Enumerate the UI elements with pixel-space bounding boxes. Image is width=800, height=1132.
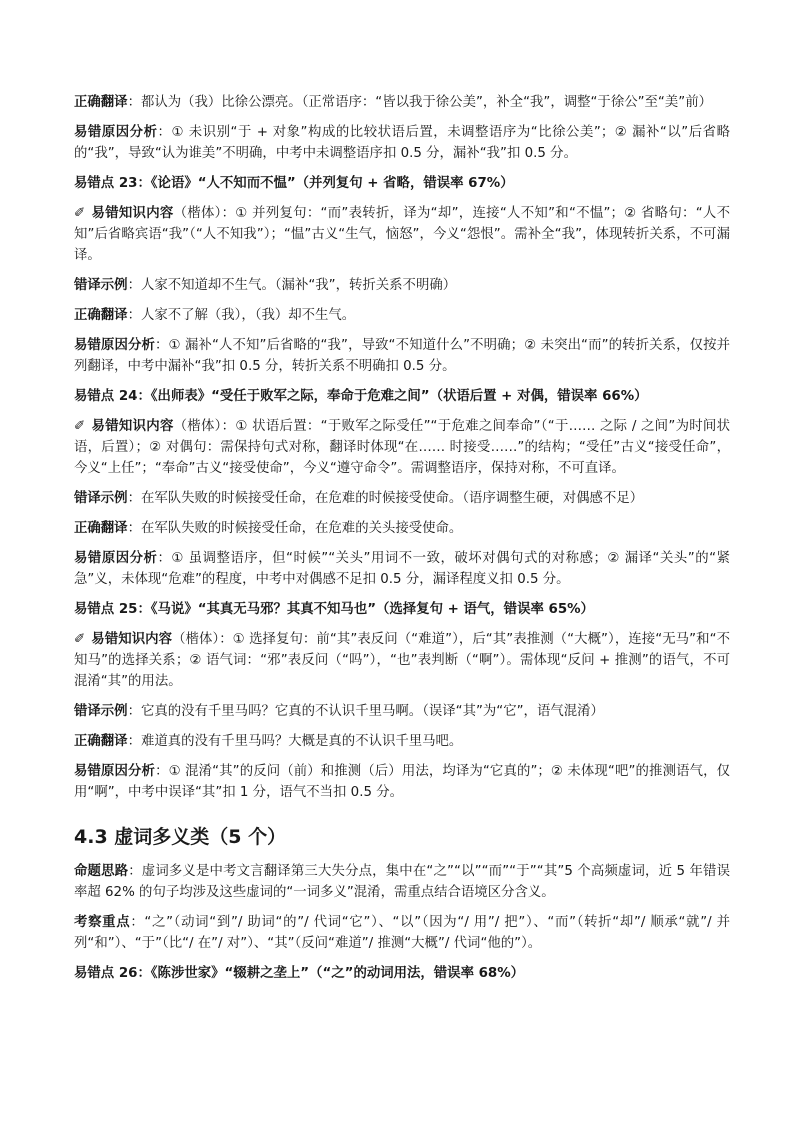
error-point-25-title: 易错点 25：《马说》“其真无马邪？其真不知马也”（选择复句 + 语气，错误率 65%）	[74, 602, 594, 617]
correct-translation-paragraph	[74, 731, 730, 752]
design-idea-paragraph	[74, 861, 730, 903]
paragraph-text: （楷体）：① 状语后置：“于败军之际受任”“于危难之间奉命”（“于…… 之际 / 之间”为时间状语，后置）；② 对偶句：需保持句式对称，翻译时体现“在…… 时接受……”的结构；“受任”古义“接受任命”，今义“上任”；“奉命”古义“接受使命”，今义“遵守命令”。需调整语序，保持对称，不可直译。	[74, 419, 731, 476]
paragraph-label: 正确翻译	[74, 734, 128, 749]
error-analysis-paragraph	[74, 335, 730, 377]
wrong-translation-paragraph	[74, 275, 730, 296]
paragraph-text: ：难道真的没有千里马吗？大概是真的不认识千里马吧。	[127, 734, 463, 749]
pencil-icon: ✐	[74, 419, 86, 434]
wrong-translation-paragraph	[74, 488, 730, 509]
paragraph-label: 考察重点	[74, 915, 131, 930]
paragraph-label: 易错知识内容	[91, 206, 174, 221]
paragraph-label: 命题思路	[74, 864, 129, 879]
paragraph-label: 错译示例	[74, 278, 128, 293]
paragraph-label: 易错原因分析	[74, 551, 158, 566]
paragraph-label: 错译示例	[74, 491, 128, 506]
focus-points-paragraph	[74, 912, 730, 954]
paragraph-label: 易错知识内容	[91, 632, 173, 647]
paragraph-label: 易错原因分析	[74, 125, 158, 140]
knowledge-content-paragraph	[74, 416, 730, 479]
paragraph-text: ：人家不知道却不生气。（漏补“我”，转折关系不明确）	[127, 278, 457, 293]
paragraph-label: 正确翻译	[74, 95, 128, 110]
paragraph-label: 错译示例	[74, 704, 128, 719]
knowledge-content-paragraph	[74, 203, 730, 266]
paragraph-label: 易错知识内容	[91, 419, 174, 434]
paragraph-text: ：“之”（动词“到”/ 助词“的”/ 代词“它”）、“以”（因为“/ 用”/ 把”）、“而”（转折“却”/ 顺承“就”/ 并列“和”）、“于”（比“/ 在”/ 对”）、“其”（反问“难道”/ 推测“大概”/ 代词“他的”）。	[74, 915, 730, 951]
correct-translation-paragraph	[74, 518, 730, 539]
section-4-3-heading: 4.3 虚词多义类（5 个）	[74, 826, 287, 848]
paragraph-text: ：人家不了解（我），（我）却不生气。	[127, 308, 356, 323]
paragraph-label: 正确翻译	[74, 308, 128, 323]
wrong-translation-paragraph	[74, 701, 730, 722]
error-point-24-title: 易错点 24：《出师表》“受任于败军之际，奉命于危难之间”（状语后置 + 对偶，错误率 66%）	[74, 389, 648, 404]
paragraph-label: 正确翻译	[74, 521, 128, 536]
paragraph-label: 易错原因分析	[74, 338, 155, 353]
correct-translation-paragraph	[74, 92, 730, 113]
paragraph-text: （楷体）：① 选择复句：前“其”表反问（“难道”），后“其”表推测（“大概”），连接“无马”和“不知马”的选择关系；② 语气词：“邪”表反问（“吗”），“也”表判断（“啊”）。需体现“反问 + 推测”的语气，不可混淆“其”的用法。	[74, 632, 731, 689]
error-point-23-title: 易错点 23：《论语》“人不知而不愠”（并列复句 + 省略，错误率 67%）	[74, 176, 514, 191]
error-analysis-paragraph	[74, 761, 730, 803]
error-analysis-paragraph	[74, 122, 730, 164]
pencil-icon: ✐	[74, 206, 86, 221]
paragraph-text: ：都认为（我）比徐公漂亮。（正常语序：“皆以我于徐公美”，补全“我”，调整“于徐公”至“美”前）	[127, 95, 712, 110]
knowledge-content-paragraph	[74, 629, 730, 692]
paragraph-text: （楷体）：① 并列复句：“而”表转折，译为“却”，连接“人不知”和“不愠”；② 省略句：“人不知”后省略宾语“我”（“人不知我”）；“愠”古义“生气，恼怒”，今义“怨恨”。需补全“我”，体现转折关系，不可漏译。	[74, 206, 731, 263]
paragraph-text: ：① 虽调整语序，但“时候”“关头”用词不一致，破坏对偶句式的对称感；② 漏译“关头”的“紧急”义，未体现“危难”的程度，中考中对偶感不足扣 0.5 分，漏译程度义扣 0.5 分。	[74, 551, 730, 587]
paragraph-text: ：① 未识别“于 + 对象”构成的比较状语后置，未调整语序为“比徐公美”；② 漏补“以”后省略的“我”，导致“认为谁美”不明确，中考中未调整语序扣 0.5 分，漏补“我”扣 0.5 分。	[74, 125, 730, 161]
error-analysis-paragraph	[74, 548, 730, 590]
paragraph-text: ：① 混淆“其”的反问（前）和推测（后）用法，均译为“它真的”；② 未体现“吧”的推测语气，仅用“啊”，中考中误译“其”扣 1 分，语气不当扣 0.5 分。	[74, 764, 730, 800]
paragraph-text: ：它真的没有千里马吗？它真的不认识千里马啊。（误译“其”为“它”，语气混淆）	[127, 704, 604, 719]
paragraph-text: ：在军队失败的时候接受任命，在危难的时候接受使命。（语序调整生硬，对偶感不足）	[127, 491, 644, 506]
paragraph-text: ：在军队失败的时候接受任命，在危难的关头接受使命。	[127, 521, 463, 536]
paragraph-text: ：① 漏补“人不知”后省略的“我”，导致“不知道什么”不明确；② 未突出“而”的转折关系，仅按并列翻译，中考中漏补“我”扣 0.5 分，转折关系不明确扣 0.5 分。	[74, 338, 730, 374]
correct-translation-paragraph	[74, 305, 730, 326]
paragraph-label: 易错原因分析	[74, 764, 156, 779]
pencil-icon: ✐	[74, 632, 86, 647]
error-point-26-title: 易错点 26：《陈涉世家》“辍耕之垄上”（“之”的动词用法，错误率 68%）	[74, 966, 525, 981]
paragraph-text: ：虚词多义是中考文言翻译第三大失分点，集中在“之”“以”“而”“于”“其”5 个高频虚词，近 5 年错误率超 62% 的句子均涉及这些虚词的“一词多义”混淆，需重点结合语境区分含义。	[74, 864, 730, 900]
